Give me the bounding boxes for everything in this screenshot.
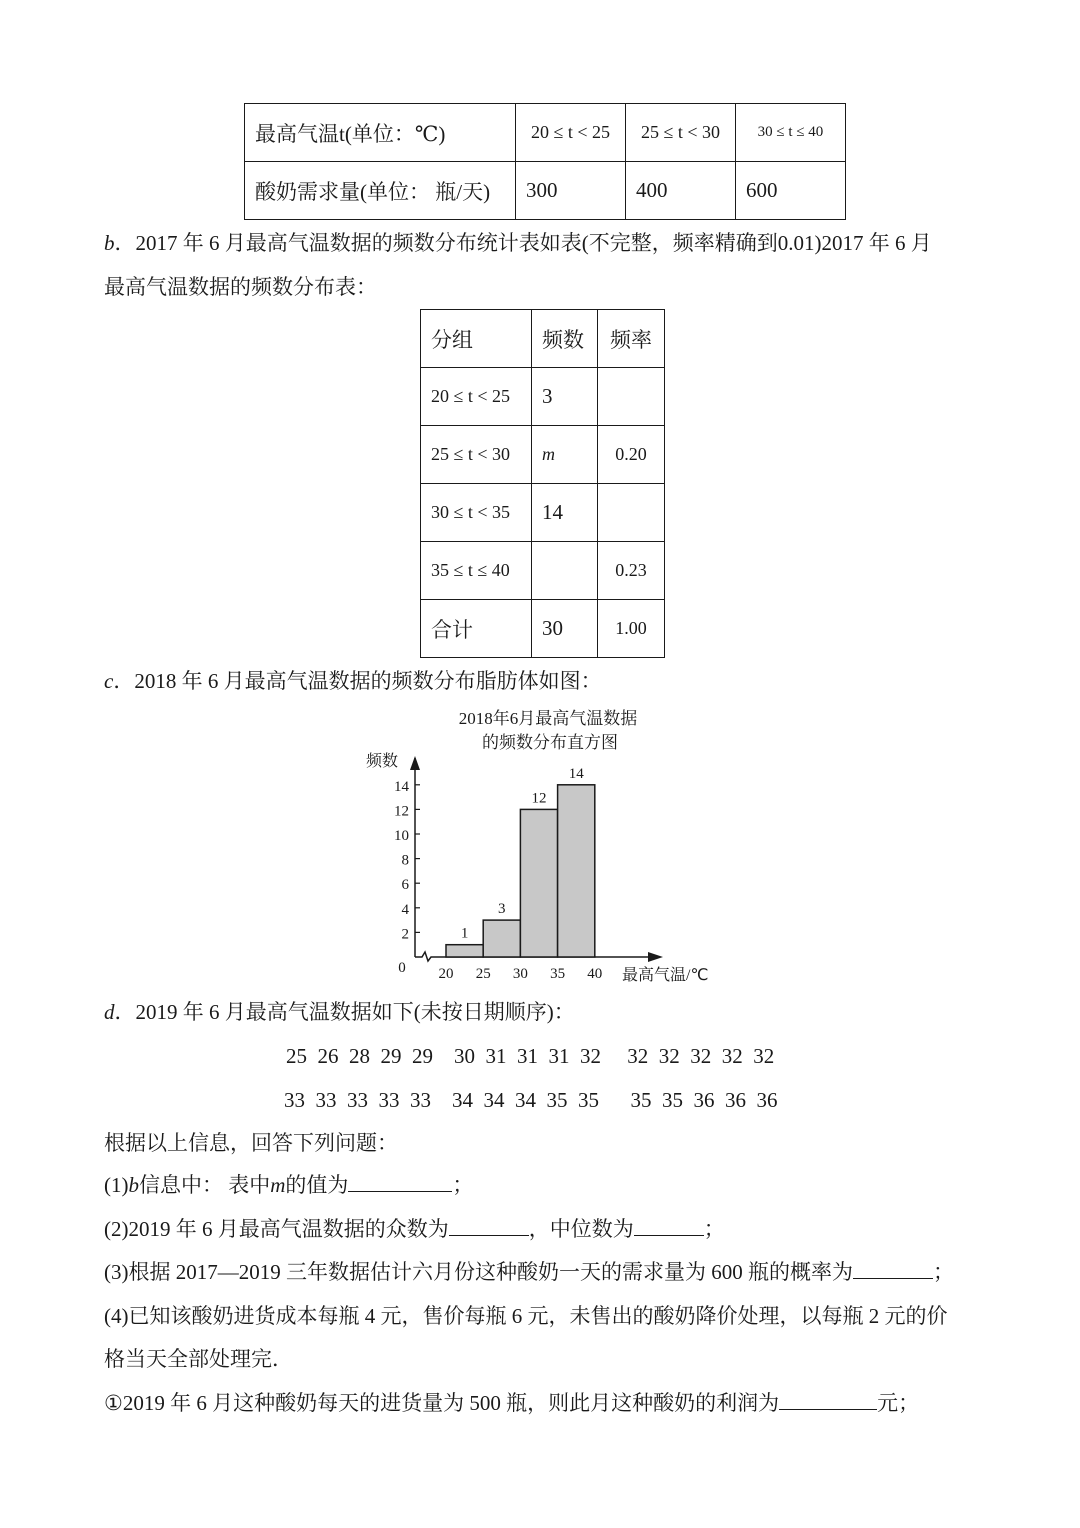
x-tick-label: 20 [438, 966, 454, 982]
x-tick-label: 25 [475, 966, 491, 982]
question-4-1 [104, 1388, 919, 1418]
table-header-cell: 分组 [421, 310, 532, 368]
x-axis-arrow [648, 952, 663, 962]
q4-1-text: ①2019 年 6 月这种酸奶每天的进货量为 500 瓶，则此月这种酸奶的利润为 [104, 1391, 780, 1415]
table-row [421, 542, 665, 600]
group-cell: 25 ≤ t < 30 [421, 426, 532, 484]
demand-cell: 400 [626, 162, 736, 220]
bar-value-label: 14 [568, 765, 584, 782]
demand-header-cell: 酸奶需求量(单位： 瓶/天) [245, 162, 516, 220]
frequency-distribution-table [420, 309, 665, 658]
q2-end: ； [703, 1217, 725, 1241]
q2-text2: ，中位数为 [528, 1217, 634, 1241]
table-row [421, 426, 665, 484]
y-tick-label: 8 [401, 852, 409, 869]
q2-text: (2)2019 年 6 月最高气温数据的众数为 [104, 1217, 449, 1241]
q3-end: ； [932, 1260, 954, 1284]
origin-label: 0 [398, 960, 406, 976]
count-cell [532, 542, 598, 600]
freq-cell [598, 484, 665, 542]
questions-intro: 根据以上信息，回答下列问题： [104, 1131, 398, 1155]
q1-number: (1) [104, 1173, 129, 1197]
answer-blank-q3[interactable] [853, 1258, 933, 1279]
y-axis-arrow [410, 756, 420, 770]
temp-header-cell: 最高气温t(单位：℃) [245, 104, 516, 162]
section-c-text: ．2018 年 6 月最高气温数据的频数分布脂肪体如图： [113, 669, 602, 693]
demand-cell: 600 [736, 162, 846, 220]
section-d-line [104, 997, 575, 1027]
answer-blank-q4-1[interactable] [779, 1389, 877, 1410]
q1-text2: 的值为 [285, 1173, 349, 1197]
table-header-cell: 频率 [598, 310, 665, 368]
chart-bars [446, 766, 595, 957]
bar-value-label: 12 [531, 790, 547, 807]
count-cell: m [532, 426, 598, 484]
histogram-bar [558, 785, 595, 957]
histogram-bar [520, 809, 557, 957]
question-2 [104, 1214, 725, 1244]
section-d-text: ．2019 年 6 月最高气温数据如下(未按日期顺序)： [114, 1000, 575, 1024]
y-tick-label: 2 [401, 926, 409, 943]
table-row [421, 600, 665, 658]
table-header-cell: 频数 [532, 310, 598, 368]
x-axis-break [415, 952, 438, 961]
question-4-line2: 格当天全部处理完． [104, 1347, 293, 1371]
section-d-marker: d [104, 1000, 115, 1024]
freq-cell: 0.23 [598, 542, 665, 600]
freq-cell [598, 368, 665, 426]
data-row-2: 33 33 33 33 33 34 34 34 35 35 35 35 36 36 36 [284, 1088, 778, 1112]
x-axis-label: 最高气温/℃ [622, 967, 709, 984]
section-b-marker: b [104, 231, 115, 255]
answer-blank-q2-mode[interactable] [449, 1215, 529, 1236]
answer-blank-q2-median[interactable] [634, 1215, 704, 1236]
section-b-line1 [104, 228, 932, 258]
q1-text: 信息中： 表中 [139, 1173, 271, 1197]
histogram-bar [446, 945, 483, 957]
freq-cell: 0.20 [598, 426, 665, 484]
range-cell: 25 ≤ t < 30 [626, 104, 736, 162]
x-tick-label: 30 [512, 966, 528, 982]
question-1 [104, 1170, 473, 1200]
question-4-line1: (4)已知该酸奶进货成本每瓶 4 元，售价每瓶 6 元，未售出的酸奶降价处理，以每瓶 2 元的价 [104, 1304, 948, 1328]
range-cell: 20 ≤ t < 25 [516, 104, 626, 162]
chart-title-line1: 2018年6月最高气温数据 [458, 709, 638, 728]
section-c-line [104, 666, 602, 696]
histogram-bar [483, 920, 520, 957]
q1-b-var: b [128, 1173, 139, 1197]
temperature-demand-table [244, 103, 846, 220]
section-b-text: ．2017 年 6 月最高气温数据的频数分布统计表如表(不完整，频率精确到0.01)2017 年 6 月 [114, 231, 932, 255]
group-cell: 35 ≤ t ≤ 40 [421, 542, 532, 600]
data-row-1: 25 26 28 29 29 30 31 31 31 32 32 32 32 32 32 [286, 1044, 775, 1068]
range-cell: 30 ≤ t ≤ 40 [736, 104, 846, 162]
question-3 [104, 1257, 954, 1287]
q3-text: (3)根据 2017—2019 三年数据估计六月份这种酸奶一天的需求量为 600 瓶的概率为 [104, 1260, 853, 1284]
histogram-chart [360, 700, 740, 990]
table-row [421, 368, 665, 426]
q1-m-var: m [270, 1173, 286, 1197]
count-cell: 14 [532, 484, 598, 542]
bar-value-label: 1 [460, 925, 469, 942]
count-cell: 30 [532, 600, 598, 658]
section-b-line2: 最高气温数据的频数分布表： [104, 275, 377, 299]
answer-blank-q1[interactable] [348, 1171, 452, 1192]
count-cell: 3 [532, 368, 598, 426]
y-tick-label: 12 [394, 803, 409, 820]
group-cell: 30 ≤ t < 35 [421, 484, 532, 542]
table-row [421, 484, 665, 542]
y-tick-label: 14 [394, 778, 409, 795]
chart-title-line2: 的频数分布直方图 [482, 733, 618, 752]
demand-cell: 300 [516, 162, 626, 220]
section-c-marker: c [104, 669, 114, 693]
group-cell: 合计 [421, 600, 532, 658]
y-tick-label: 6 [401, 877, 409, 894]
freq-cell: 1.00 [598, 600, 665, 658]
y-tick-label: 10 [394, 828, 409, 844]
x-tick-label: 40 [587, 966, 603, 982]
bar-value-label: 3 [498, 901, 506, 918]
q4-1-end: 元； [877, 1391, 920, 1415]
x-tick-label: 35 [550, 966, 566, 982]
group-cell: 20 ≤ t < 25 [421, 368, 532, 426]
q1-end: ； [452, 1173, 474, 1197]
y-axis-label: 频数 [365, 753, 399, 770]
y-tick-label: 4 [401, 901, 409, 918]
